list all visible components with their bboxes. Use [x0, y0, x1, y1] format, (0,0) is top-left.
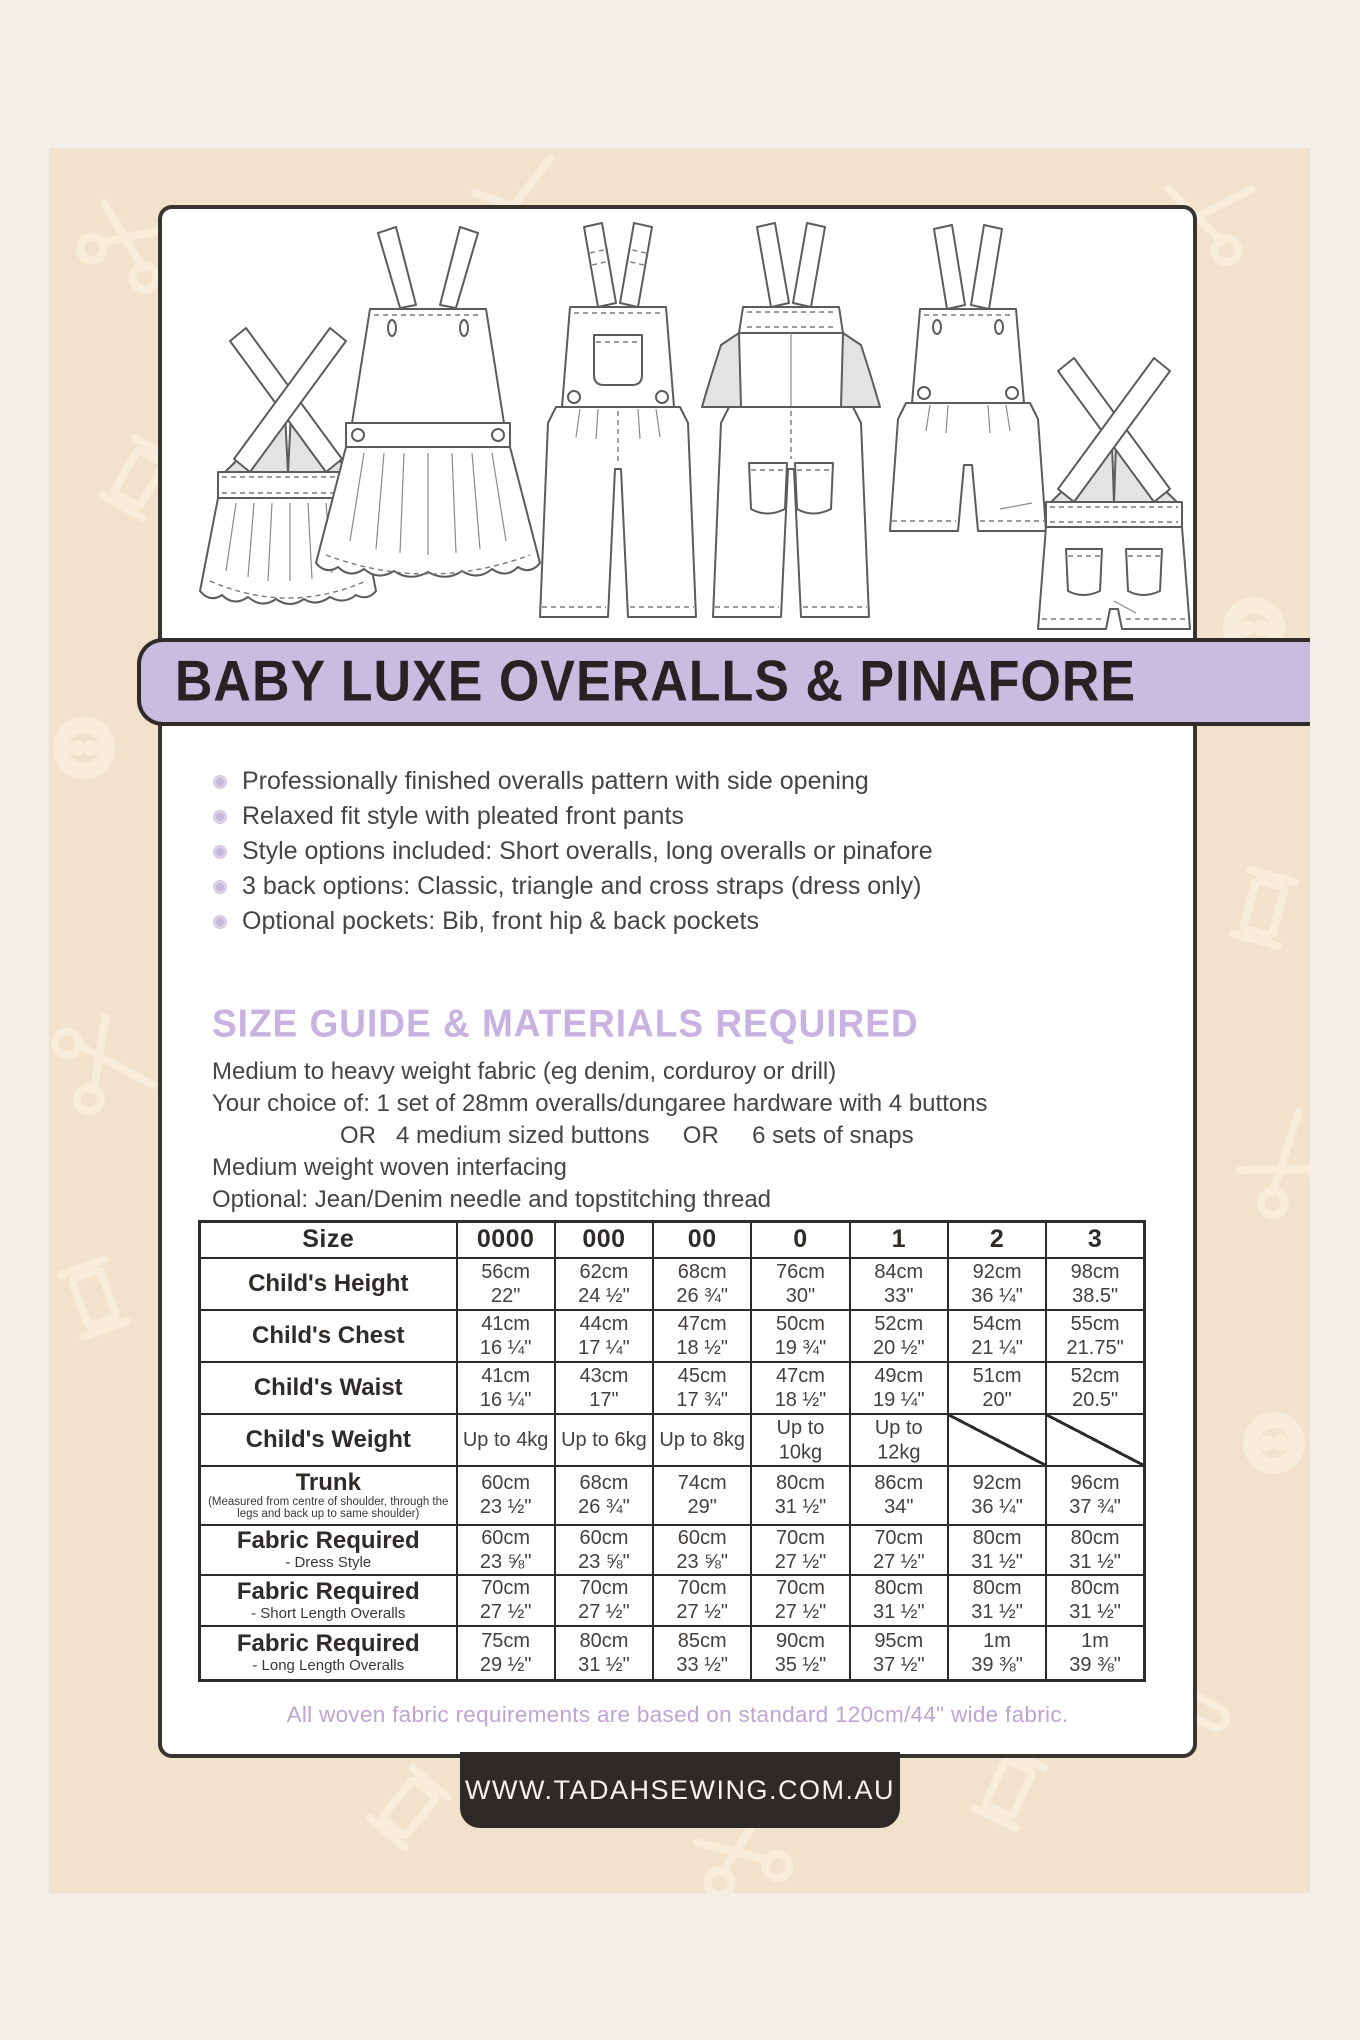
size-value-cell [751, 1575, 849, 1626]
table-row [200, 1525, 1145, 1575]
size-value-cell [850, 1414, 948, 1466]
row-label [200, 1310, 457, 1362]
row-sublabel-text: - Dress Style [285, 1554, 372, 1571]
cell-line: 52cm [1070, 1364, 1120, 1387]
row-sublabel-text: - Short Length Overalls [251, 1604, 406, 1622]
cell-line: 90cm [776, 1629, 825, 1652]
cell-line: 50cm [776, 1312, 825, 1335]
cell-line: 37 ½" [872, 1653, 925, 1676]
cell-line: 80cm [776, 1471, 825, 1495]
cell-line: 38.5" [1072, 1284, 1119, 1307]
cell-line: 76cm [776, 1260, 825, 1283]
cell-line: 39 ⅜" [1069, 1653, 1121, 1676]
size-value-cell [457, 1362, 555, 1414]
cell-line: 23 ⅝" [479, 1550, 532, 1573]
cell-line: 80cm [972, 1576, 1022, 1600]
size-value-cell [555, 1310, 653, 1362]
feature-item [213, 799, 933, 834]
size-value-cell [751, 1362, 849, 1414]
size-value-cell [555, 1466, 653, 1525]
feature-item [213, 834, 933, 869]
size-value-cell [850, 1362, 948, 1414]
cell-line: 35 ½" [774, 1653, 827, 1676]
cell-line: 23 ⅝" [676, 1550, 728, 1573]
table-row [200, 1414, 1145, 1466]
cell-line: 54cm [972, 1312, 1022, 1335]
cell-line: 47cm [776, 1364, 825, 1387]
size-value-cell [948, 1362, 1046, 1414]
cell-line: 31 ½" [1069, 1550, 1121, 1573]
cell-line: 18 ½" [774, 1388, 827, 1411]
materials-line: Medium weight woven interfacing [212, 1154, 567, 1181]
cell-line: 27 ½" [479, 1600, 532, 1624]
cell-line: 70cm [579, 1576, 629, 1600]
size-value-cell [751, 1310, 849, 1362]
row-label [200, 1525, 457, 1575]
size-value-cell [948, 1310, 1046, 1362]
cell-line: 52cm [874, 1312, 924, 1335]
feature-list [213, 764, 933, 939]
fabric-width-note: All woven fabric requirements are based on standard 120cm/44" wide fabric. [286, 1702, 1069, 1727]
size-value-cell [948, 1525, 1046, 1575]
size-table-head [200, 1222, 1145, 1258]
cell-line: 55cm [1070, 1312, 1120, 1335]
table-row [200, 1310, 1145, 1362]
cell-line: 30" [785, 1284, 816, 1307]
size-column-header: 3 [1046, 1222, 1144, 1258]
cell-line: 31 ½" [774, 1495, 827, 1519]
cell-line: 60cm [481, 1526, 531, 1549]
size-value-cell [850, 1310, 948, 1362]
table-row [200, 1466, 1145, 1525]
cell-line: 62cm [579, 1260, 629, 1283]
materials-list [212, 1056, 988, 1216]
cell-line: Up to 8kg [659, 1428, 745, 1451]
row-label-text: Trunk [295, 1468, 361, 1496]
cell-line: 19 ¼" [872, 1388, 925, 1411]
cell-line: 96cm [1070, 1471, 1120, 1495]
overalls-short-front-drawing [890, 225, 1046, 531]
cell-line: 43cm [579, 1364, 629, 1387]
cell-line: 92cm [972, 1471, 1022, 1495]
size-value-cell [555, 1362, 653, 1414]
size-value-cell [653, 1626, 751, 1681]
size-value-cell [1046, 1575, 1144, 1626]
feature-text: Professionally finished overalls pattern with side opening [242, 767, 869, 795]
cell-line: 26 ¾" [676, 1284, 728, 1307]
not-available-cell [948, 1414, 1046, 1466]
cell-line: Up to 4kg [462, 1428, 549, 1451]
feature-text: Optional pockets: Bib, front hip & back pockets [242, 907, 759, 935]
cell-line: 74cm [677, 1471, 727, 1495]
size-value-cell [850, 1466, 948, 1525]
size-value-cell [653, 1525, 751, 1575]
size-value-cell [653, 1258, 751, 1310]
overalls-long-front-drawing [540, 223, 696, 617]
size-value-cell [555, 1575, 653, 1626]
size-value-cell [457, 1466, 555, 1525]
cell-line: 23 ⅝" [578, 1550, 630, 1573]
cell-line: 20" [982, 1388, 1012, 1411]
materials-line: Medium to heavy weight fabric (eg denim, corduroy or drill) [212, 1058, 837, 1085]
pattern-title: BABY LUXE OVERALLS & PINAFORE [174, 650, 1137, 714]
cell-line: 31 ½" [1069, 1600, 1121, 1624]
cell-line: 17 ¼" [578, 1336, 630, 1359]
cell-line: 60cm [579, 1526, 629, 1549]
size-table [198, 1220, 1146, 1682]
size-column-header: 0 [751, 1222, 849, 1258]
cell-line: 16 ¼" [479, 1388, 532, 1411]
row-label-text: Child's Height [248, 1269, 409, 1297]
cell-line: 21.75" [1066, 1336, 1124, 1359]
cell-line: 31 ½" [971, 1550, 1023, 1573]
cell-line: 41cm [481, 1312, 531, 1335]
size-value-cell [1046, 1258, 1144, 1310]
cell-line: 36 ¼" [971, 1284, 1023, 1307]
cell-line: 84cm [874, 1260, 924, 1283]
cell-line: 1m [1081, 1629, 1109, 1652]
cell-line: 29" [687, 1495, 717, 1519]
cell-line: 39 ⅜" [971, 1653, 1023, 1676]
cell-line: 68cm [579, 1471, 629, 1495]
cell-line: 68cm [677, 1260, 727, 1283]
cell-line: 70cm [874, 1526, 924, 1549]
cell-line: 31 ½" [872, 1600, 925, 1624]
cell-line: 75cm [481, 1629, 531, 1652]
cell-line: 33" [884, 1284, 914, 1307]
cell-line: 20 ½" [872, 1336, 925, 1359]
size-value-cell [850, 1626, 948, 1681]
size-value-cell [1046, 1525, 1144, 1575]
cell-line: 85cm [677, 1629, 727, 1652]
cell-line: 49cm [874, 1364, 924, 1387]
size-value-cell [1046, 1626, 1144, 1681]
overalls-short-back-cross-straps-drawing [1038, 358, 1190, 629]
size-value-cell [751, 1414, 849, 1466]
cell-line: Up to 6kg [561, 1428, 647, 1451]
size-value-cell [653, 1575, 751, 1626]
bullet-icon [213, 845, 227, 859]
size-value-cell [653, 1310, 751, 1362]
cell-line: 1m [983, 1629, 1011, 1652]
feature-text: Style options included: Short overalls, long overalls or pinafore [242, 837, 933, 865]
size-value-cell [555, 1525, 653, 1575]
cell-line: 98cm [1070, 1260, 1120, 1283]
cell-line: 31 ½" [971, 1600, 1023, 1624]
size-value-cell [555, 1414, 653, 1466]
cell-line: 80cm [874, 1576, 924, 1600]
cell-line: 70cm [776, 1526, 825, 1549]
row-label-text: Fabric Required [236, 1577, 420, 1605]
cell-line: 21 ¼" [971, 1336, 1023, 1359]
cell-line: 19 ¾" [774, 1336, 827, 1359]
feature-item [213, 869, 933, 904]
cell-line: 80cm [972, 1526, 1022, 1549]
table-row [200, 1362, 1145, 1414]
size-value-cell [457, 1525, 555, 1575]
cell-line: 37 ¾" [1069, 1495, 1121, 1519]
size-value-cell [653, 1466, 751, 1525]
cell-line: 27 ½" [774, 1600, 827, 1624]
cell-line: 44cm [579, 1312, 629, 1335]
feature-item [213, 904, 933, 939]
size-value-cell [948, 1258, 1046, 1310]
cell-line: 51cm [972, 1364, 1022, 1387]
cell-line: 36 ¼" [971, 1495, 1023, 1519]
bullet-icon [213, 915, 227, 929]
size-value-cell [555, 1626, 653, 1681]
cell-line: 17" [589, 1388, 619, 1411]
row-label [200, 1414, 457, 1466]
cell-line: Up to 10kg [776, 1416, 825, 1463]
cell-line: 41cm [481, 1364, 531, 1387]
cell-line: 70cm [677, 1576, 727, 1600]
size-value-cell [1046, 1362, 1144, 1414]
cell-line: 27 ½" [676, 1600, 728, 1624]
row-label-text: Child's Weight [245, 1425, 411, 1453]
size-value-cell [457, 1258, 555, 1310]
cell-line: 29 ½" [479, 1653, 532, 1676]
cell-line: 27 ½" [774, 1550, 827, 1573]
row-label-text: Child's Waist [253, 1373, 403, 1401]
table-row [200, 1626, 1145, 1681]
row-label-text: Fabric Required [236, 1630, 420, 1658]
materials-line: Your choice of: 1 set of 28mm overalls/dungaree hardware with 4 buttons [212, 1090, 988, 1117]
feature-item [213, 764, 933, 799]
cell-line: 56cm [481, 1260, 531, 1283]
cell-line: 70cm [776, 1576, 825, 1600]
size-guide-heading: SIZE GUIDE & MATERIALS REQUIRED [212, 1002, 919, 1046]
size-value-cell [751, 1626, 849, 1681]
size-value-cell [653, 1362, 751, 1414]
row-label-text: Child's Chest [252, 1321, 405, 1349]
cell-line: 60cm [677, 1526, 727, 1549]
cell-line: 22" [490, 1284, 521, 1307]
size-value-cell [948, 1466, 1046, 1525]
row-label-text: Fabric Required [236, 1527, 420, 1554]
table-row [200, 1258, 1145, 1310]
size-column-header: 000 [555, 1222, 653, 1258]
bullet-icon [213, 880, 227, 894]
table-row [200, 1575, 1145, 1626]
cell-line: 20.5" [1072, 1388, 1119, 1411]
cell-line: 27 ½" [872, 1550, 925, 1573]
size-value-cell [653, 1414, 751, 1466]
cell-line: 27 ½" [578, 1600, 630, 1624]
size-value-cell [850, 1525, 948, 1575]
size-value-cell [850, 1575, 948, 1626]
overalls-long-back-drawing [702, 223, 880, 617]
cell-line: 26 ¾" [578, 1495, 630, 1519]
row-label [200, 1258, 457, 1310]
cell-line: 23 ½" [479, 1495, 532, 1519]
cell-line: 80cm [1070, 1526, 1120, 1549]
size-column-header: 0000 [457, 1222, 555, 1258]
row-sublabel-text: - Long Length Overalls [252, 1657, 405, 1675]
cell-line: 92cm [972, 1260, 1022, 1283]
size-value-cell [457, 1626, 555, 1681]
size-value-cell [1046, 1466, 1144, 1525]
size-value-cell [751, 1258, 849, 1310]
title-banner [137, 638, 1310, 726]
size-table-corner-header: Size [200, 1222, 457, 1258]
cell-line: 95cm [874, 1629, 924, 1652]
not-available-cell [1046, 1414, 1144, 1466]
size-column-header: 2 [948, 1222, 1046, 1258]
bullet-icon [213, 775, 227, 789]
cell-line: 47cm [677, 1312, 727, 1335]
row-label [200, 1626, 457, 1681]
materials-line: Optional: Jean/Denim needle and topstitching thread [212, 1186, 772, 1213]
size-value-cell [948, 1575, 1046, 1626]
cell-line: 33 ½" [676, 1653, 728, 1676]
size-value-cell [457, 1414, 555, 1466]
size-value-cell [1046, 1310, 1144, 1362]
bullet-icon [213, 810, 227, 824]
materials-line: OR 4 medium sized buttons OR 6 sets of snaps [340, 1122, 914, 1149]
pinafore-front-drawing [316, 227, 540, 577]
garment-illustrations [164, 211, 1191, 635]
cell-line: 86cm [874, 1471, 924, 1495]
row-label [200, 1575, 457, 1626]
cell-line: 45cm [677, 1364, 727, 1387]
cell-line: 80cm [1070, 1576, 1120, 1600]
cell-line: 24 ½" [578, 1284, 630, 1307]
size-value-cell [555, 1258, 653, 1310]
cell-line: 17 ¾" [676, 1388, 728, 1411]
size-value-cell [751, 1466, 849, 1525]
size-value-cell [751, 1525, 849, 1575]
feature-text: Relaxed fit style with pleated front pants [242, 802, 684, 830]
website-url: WWW.TADAHSEWING.COM.AU [465, 1774, 895, 1805]
cell-line: 31 ½" [578, 1653, 630, 1676]
cell-line: 34" [884, 1495, 914, 1519]
cell-line: 80cm [579, 1629, 629, 1652]
row-label [200, 1466, 457, 1525]
row-sublabel-text: (Measured from centre of shoulder, through the legs and back up to same shoulder) [208, 1495, 449, 1520]
cell-line: 70cm [481, 1576, 531, 1600]
size-value-cell [457, 1575, 555, 1626]
size-value-cell [948, 1626, 1046, 1681]
cell-line: 16 ¼" [479, 1336, 532, 1359]
feature-text: 3 back options: Classic, triangle and cross straps (dress only) [242, 872, 922, 900]
cell-line: 60cm [481, 1471, 531, 1495]
website-banner [460, 1752, 900, 1828]
size-column-header: 1 [850, 1222, 948, 1258]
cell-line: Up to 12kg [874, 1416, 923, 1463]
size-value-cell [457, 1310, 555, 1362]
cell-line: 18 ½" [676, 1336, 728, 1359]
row-label [200, 1362, 457, 1414]
size-column-header: 00 [653, 1222, 751, 1258]
size-value-cell [850, 1258, 948, 1310]
size-table-body [200, 1258, 1145, 1681]
